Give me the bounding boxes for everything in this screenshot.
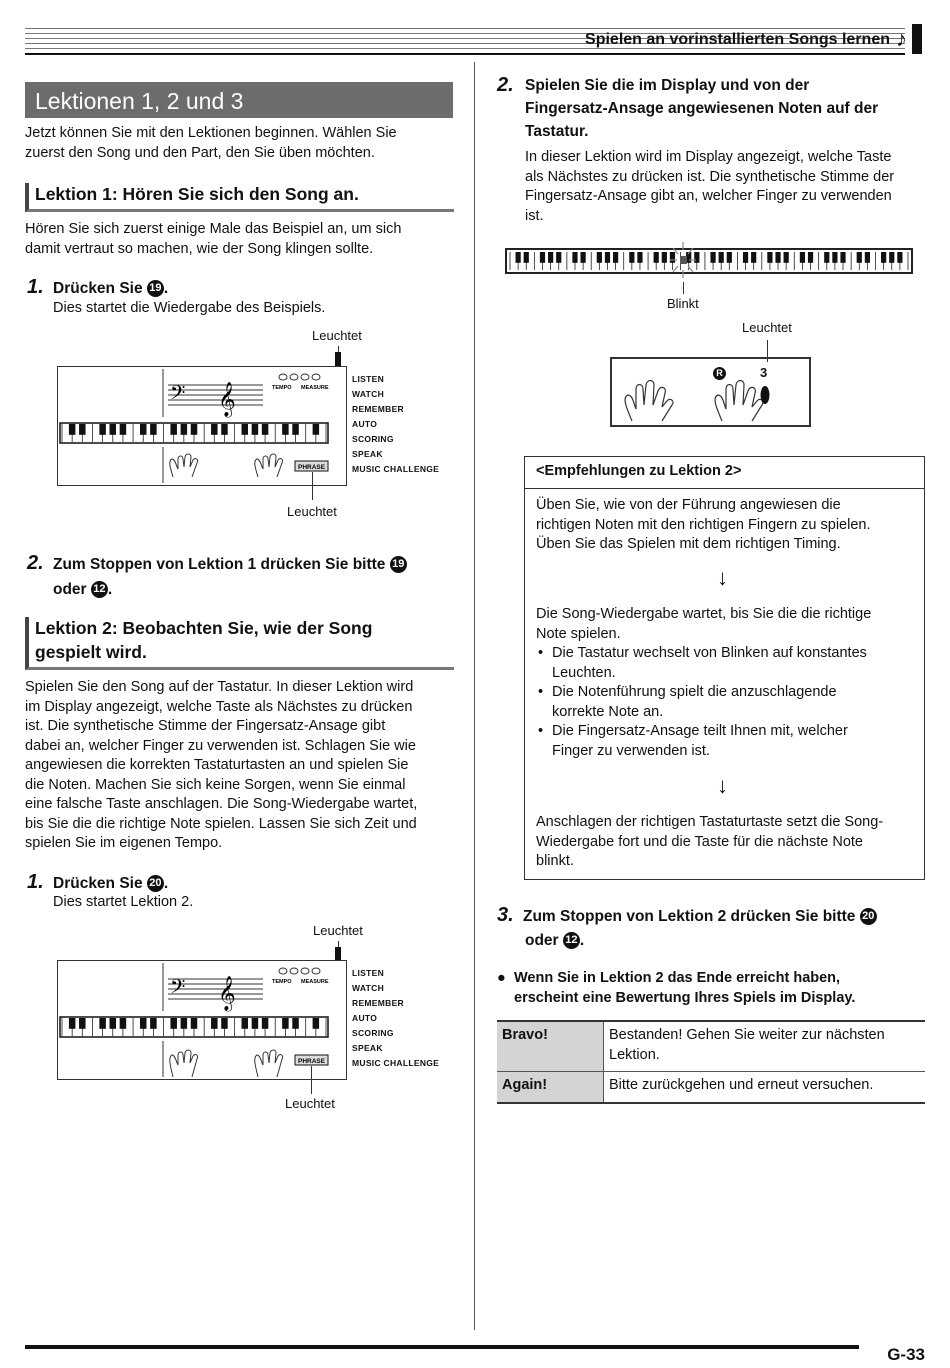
button-20-icon: 20 [860, 908, 877, 925]
tip-line: Üben Sie das Spielen mit dem richtigen Timing. [536, 536, 841, 552]
page-number: G-33 [887, 1345, 925, 1364]
mode-list-1 [352, 372, 439, 477]
button-12-icon: 12 [563, 932, 580, 949]
step-text: Drücken Sie [53, 280, 143, 297]
tip-line: Anschlagen der richtigen Tastaturtaste setzt die Song- [536, 814, 884, 830]
text-line: ist. [525, 207, 544, 224]
black-key [242, 424, 248, 435]
lesson2-text-line: ist. Die synthetische Stimme der Fingersatz-Ansage gibt [25, 718, 386, 734]
black-key [292, 1018, 298, 1029]
leuchtet-label: Leuchtet [313, 923, 363, 938]
mode-item: SPEAK [352, 1043, 383, 1053]
black-key [150, 424, 156, 435]
black-key [110, 1018, 116, 1029]
mode-item: SCORING [352, 434, 394, 444]
lesson2-step2-heading [497, 74, 927, 143]
mode-item: REMEMBER [352, 998, 404, 1008]
svg-text:𝄢: 𝄢 [170, 381, 186, 409]
black-key [824, 252, 829, 263]
lcd-graphic [58, 961, 348, 1081]
step-number: 2. [497, 74, 514, 96]
arrow-down-icon: ↓ [717, 565, 728, 590]
lesson2-text-line: Spielen Sie den Song auf der Tastatur. In dieser Lektion wird [25, 679, 414, 695]
lesson2-text-line: spielen Sie im eigenen Tempo. [25, 835, 223, 851]
tip-line: richtigen Noten mit den richtigen Fingern zu spielen. [536, 516, 871, 533]
black-key [191, 424, 197, 435]
step-text-or: oder [525, 932, 559, 949]
tip-line: blinkt. [536, 853, 574, 869]
finger-number: 3 [760, 365, 768, 380]
button-12-icon: 12 [91, 581, 108, 598]
lesson2-text [25, 678, 417, 854]
step-number: 3. [497, 904, 514, 926]
tip-line: Die Song-Wiedergabe wartet, bis Sie die die richtige [536, 606, 872, 622]
mode-item: AUTO [352, 419, 378, 429]
mode-item: WATCH [352, 983, 385, 993]
leuchtet-label: Leuchtet [742, 320, 792, 335]
step-number: 1. [27, 276, 44, 298]
lesson2-text-line: eine falsche Taste anschlagen. Die Song-Wiedergabe wartet, [25, 796, 418, 812]
blinkt-label: Blinkt [667, 296, 699, 311]
heading-line: Spielen Sie die im Display und von der [525, 77, 810, 94]
black-key [784, 252, 789, 263]
lesson1-step1: 1. Drücken Sie 19 . [27, 276, 169, 298]
end-note-line: erscheint eine Bewertung Ihres Spiels im Display. [514, 989, 856, 1006]
lcd-display-1 [57, 366, 347, 486]
black-key [181, 424, 187, 435]
black-key [252, 424, 258, 435]
result-label: Bravo! [497, 1021, 604, 1072]
blink-star-icon [668, 242, 698, 278]
black-key [262, 424, 268, 435]
black-key [775, 252, 780, 263]
result-text-line: Bestanden! Gehen Sie weiter zur nächsten [609, 1027, 885, 1043]
black-key [719, 252, 724, 263]
black-key [79, 1018, 85, 1029]
music-note-icon: ♪ [896, 26, 907, 51]
lcd-graphic [58, 367, 348, 487]
bullet-line: Finger zu verwenden ist. [552, 742, 710, 759]
table-row [497, 1072, 925, 1103]
black-key [597, 252, 602, 263]
bullet-line: Die Notenführung spielt die anzuschlagende [552, 684, 837, 700]
header-bar [912, 24, 922, 54]
heading-line: Fingersatz-Ansage angewiesenen Noten auf der [525, 100, 879, 117]
svg-text:𝄢: 𝄢 [170, 975, 186, 1003]
lesson2-heading [25, 617, 454, 670]
leuchtet-label: Leuchtet [287, 504, 337, 519]
intro-line: zuerst den Song und den Part, den Sie üben möchten. [25, 144, 375, 161]
black-key [313, 424, 319, 435]
black-key [800, 252, 805, 263]
tip-line: Wiedergabe fort und die Taste für die nächste Note [536, 833, 863, 850]
button-19-icon: 19 [390, 556, 407, 573]
black-key [556, 252, 561, 263]
mode-item: LISTEN [352, 374, 385, 384]
result-table [497, 1020, 925, 1104]
footer-rule [25, 1345, 859, 1349]
mode-item: AUTO [352, 1013, 378, 1023]
step-number: 2. [27, 552, 44, 574]
black-key [865, 252, 870, 263]
mode-item: SCORING [352, 1028, 394, 1038]
black-key [881, 252, 886, 263]
black-key [140, 424, 146, 435]
text-line: In dieser Lektion wird im Display angezeigt, welche Taste [525, 149, 892, 165]
mode-item: WATCH [352, 389, 385, 399]
step-text: Drücken Sie [53, 875, 143, 892]
black-key [743, 252, 748, 263]
mode-list-2 [352, 966, 439, 1071]
tip-bullet: • Die Fingersatz-Ansage teilt Ihnen mit, welcher Finger zu verwenden ist. [536, 722, 867, 761]
table-row [497, 1021, 925, 1072]
lcd-display-2 [57, 960, 347, 1080]
black-key [79, 424, 85, 435]
lesson1-text-line: damit vertraut so machen, wie der Song klingen sollte. [25, 240, 374, 257]
lesson1-step1-desc: Dies startet die Wiedergabe des Beispiels. [53, 300, 326, 316]
measure-label: MEASURE [301, 385, 329, 391]
black-key [572, 252, 577, 263]
black-key [581, 252, 586, 263]
svg-text:PHRASE: PHRASE [298, 1058, 326, 1065]
lesson1-text-line: Hören Sie sich zuerst einige Male das Beispiel an, um sich [25, 221, 402, 237]
tip-title: <Empfehlungen zu Lektion 2> [536, 463, 742, 479]
black-key [832, 252, 837, 263]
intro-line: Jetzt können Sie mit den Lektionen beginnen. Wählen Sie [25, 125, 397, 141]
keyboard-keys [62, 1018, 326, 1036]
black-key [889, 252, 894, 263]
keyboard-keys [62, 424, 326, 442]
black-key [150, 1018, 156, 1029]
black-key [282, 424, 288, 435]
black-key [857, 252, 862, 263]
bullet-line: korrekte Note an. [552, 703, 664, 720]
bullet-line: Leuchten. [552, 664, 616, 681]
black-key [540, 252, 545, 263]
callout-line [683, 282, 684, 294]
black-key [662, 252, 667, 263]
tip-bullet: • Die Tastatur wechselt von Blinken auf konstantes Leuchten. [536, 644, 867, 683]
black-key [292, 424, 298, 435]
black-key [516, 252, 521, 263]
bullet-icon: ● [497, 970, 506, 986]
black-key [99, 424, 105, 435]
tip-paragraph-1 [536, 496, 870, 555]
black-key [110, 424, 116, 435]
tip-paragraph-2 [536, 605, 871, 644]
lesson2-text-line: die Noten. Machen Sie sich keine Sorgen, wenn Sie einmal [25, 776, 406, 793]
text-line: Fingersatz-Ansage gibt an, welcher Finger zu verwenden [525, 188, 892, 204]
black-key [99, 1018, 105, 1029]
black-key [181, 1018, 187, 1029]
lesson2-heading-line: gespielt wird. [35, 641, 147, 662]
section-title: Lektionen 1, 2 und 3 [25, 82, 453, 118]
result-label: Again! [497, 1072, 604, 1103]
black-key [211, 1018, 217, 1029]
lesson1-step2: 2. Zum Stoppen von Lektion 1 drücken Sie bitte 19 oder 12 . [27, 548, 407, 601]
lesson2-text-line: bis Sie die die richtige Note spielen. Lassen Sie sich Zeit und [25, 815, 417, 832]
header-title: Spielen an vorinstallierten Songs lernen [585, 31, 890, 48]
black-key [840, 252, 845, 263]
lesson2-text-line: dabei an, welcher Finger zu verwenden ist. Schlagen Sie wie [25, 737, 416, 754]
right-hand-icon [713, 364, 726, 384]
indicator-mark [335, 947, 341, 961]
lesson2-step3: 3. Zum Stoppen von Lektion 2 drücken Sie bitte 20 oder 12 . [497, 903, 877, 953]
svg-text:𝄞: 𝄞 [218, 382, 236, 417]
header-rule [25, 53, 905, 55]
black-key [69, 1018, 75, 1029]
black-key [767, 252, 772, 263]
tempo-label: TEMPO [272, 385, 292, 391]
tip-line: Üben Sie, wie von der Führung angewiesen die [536, 497, 841, 513]
black-key [170, 424, 176, 435]
black-key [654, 252, 659, 263]
tip-line: Note spielen. [536, 625, 621, 642]
callout-line [312, 472, 313, 500]
tip-box [524, 456, 925, 880]
column-divider [474, 62, 475, 1330]
black-key [605, 252, 610, 263]
black-key [548, 252, 553, 263]
hand-display [610, 357, 811, 427]
heading-line: Tastatur. [525, 123, 589, 140]
black-key [524, 252, 529, 263]
step-text-or: oder [53, 581, 87, 598]
button-20-icon: 20 [147, 875, 164, 892]
mode-item: REMEMBER [352, 404, 404, 414]
text-line: als Nächstes zu drücken ist. Die synthetische Stimme der [525, 168, 895, 185]
result-text-line: Lektion. [609, 1046, 660, 1063]
mode-item: LISTEN [352, 968, 385, 978]
lesson2-heading-line: Lektion 2: Beobachten Sie, wie der Song [35, 618, 373, 638]
result-text [604, 1072, 926, 1103]
step-text: Zum Stoppen von Lektion 1 drücken Sie bitte [53, 556, 386, 573]
lesson2-step1-desc: Dies startet Lektion 2. [53, 894, 194, 910]
arrow-down-icon: ↓ [717, 773, 728, 798]
black-key [637, 252, 642, 263]
black-key [613, 252, 618, 263]
black-key [242, 1018, 248, 1029]
step-number: 1. [27, 871, 44, 893]
black-key [751, 252, 756, 263]
lesson2-text-line: angewiesen die korrekten Tastaturtasten an und spielen Sie [25, 757, 409, 773]
bullet-line: Die Fingersatz-Ansage teilt Ihnen mit, welcher [552, 723, 848, 739]
svg-text:𝄞: 𝄞 [218, 976, 236, 1011]
black-key [69, 424, 75, 435]
mode-item: SPEAK [352, 449, 383, 459]
black-key [191, 1018, 197, 1029]
tip-divider [525, 488, 924, 489]
black-key [313, 1018, 319, 1029]
tip-bullet: • Die Notenführung spielt die anzuschlagende korrekte Note an. [536, 683, 867, 722]
lesson2-step1: 1. Drücken Sie 20 . [27, 871, 169, 893]
svg-text:MEASURE: MEASURE [301, 979, 329, 985]
intro-text [25, 124, 397, 163]
end-note [497, 969, 855, 1008]
lesson2-text-line: im Display angezeigt, welche Taste als Nächstes zu drücken [25, 698, 413, 715]
black-key [282, 1018, 288, 1029]
black-key [710, 252, 715, 263]
black-key [897, 252, 902, 263]
end-note-line: Wenn Sie in Lektion 2 das Ende erreicht haben, [514, 970, 841, 986]
black-key [140, 1018, 146, 1029]
callout-line [311, 1066, 312, 1094]
black-key [808, 252, 813, 263]
keyboard-keys [510, 252, 908, 270]
lesson1-text [25, 220, 401, 259]
leuchtet-label: Leuchtet [312, 328, 362, 343]
black-key [221, 1018, 227, 1029]
indicator-mark [335, 352, 341, 366]
leuchtet-label: Leuchtet [285, 1096, 335, 1111]
mode-item: MUSIC CHALLENGE [352, 1058, 440, 1068]
step-text: Zum Stoppen von Lektion 2 drücken Sie bitte [523, 908, 856, 925]
black-key [727, 252, 732, 263]
black-key [120, 1018, 126, 1029]
svg-text:TEMPO: TEMPO [272, 979, 292, 985]
tip-bullets [536, 644, 867, 761]
bullet-line: Die Tastatur wechselt von Blinken auf konstantes [552, 645, 867, 661]
black-key [211, 424, 217, 435]
black-key [262, 1018, 268, 1029]
black-key [629, 252, 634, 263]
black-key [221, 424, 227, 435]
tip-paragraph-3 [536, 813, 883, 872]
mode-item: MUSIC CHALLENGE [352, 464, 440, 474]
hand-r-badge: R [713, 367, 726, 380]
phrase-label: PHRASE [298, 464, 326, 471]
lesson1-heading: Lektion 1: Hören Sie sich den Song an. [25, 183, 454, 212]
lesson2-step2-text [525, 148, 894, 226]
keyboard-strip [505, 248, 913, 274]
black-key [170, 1018, 176, 1029]
keyboard-graphic [507, 250, 911, 272]
black-key [252, 1018, 258, 1029]
result-text-line: Bitte zurückgehen und erneut versuchen. [609, 1077, 874, 1094]
black-key [120, 424, 126, 435]
button-19-icon: 19 [147, 280, 164, 297]
result-text [604, 1021, 926, 1072]
